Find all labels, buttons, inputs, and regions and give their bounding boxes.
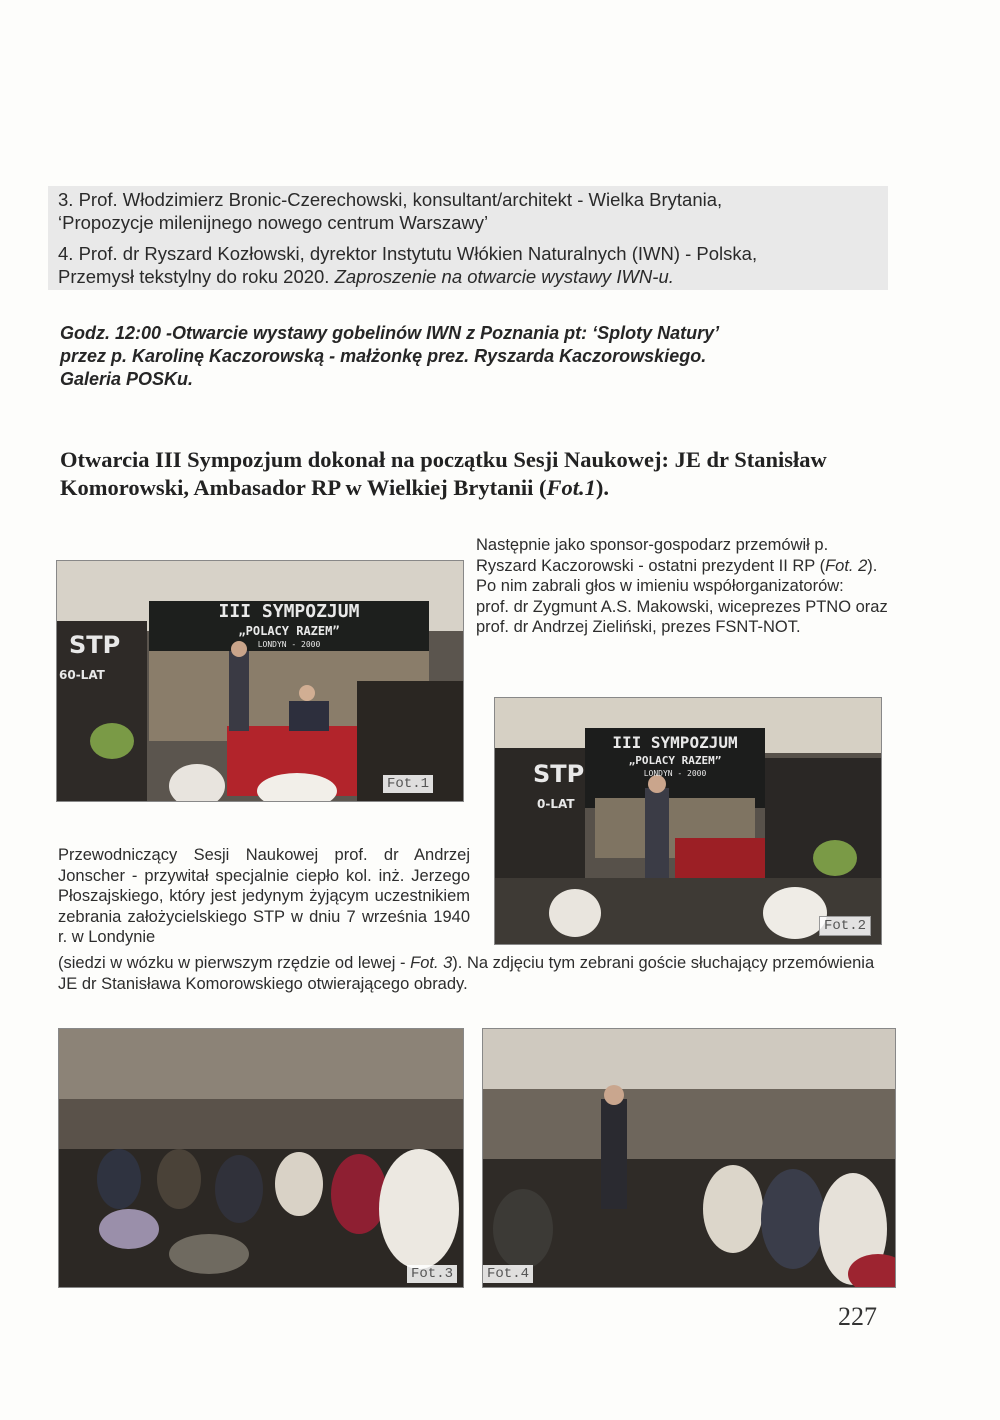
- sponsor-text-3: prof. dr Zygmunt A.S. Makowski, wiceprezes PTNO oraz prof. dr Andrzej Zieliński, prezes FSNT-NOT.: [476, 597, 888, 636]
- opening-line2: przez p. Karolinę Kaczorowską - małżonkę prez. Ryszarda Kaczorowskiego.: [60, 346, 707, 366]
- photo-fot4: [482, 1028, 896, 1288]
- agenda-item-4-line2: Przemysł tekstylny do roku 2020.: [58, 266, 335, 287]
- fot1-banner-line3: LONDYN - 2000: [257, 640, 321, 649]
- photo-fot2: [494, 697, 882, 945]
- exhibition-opening: [60, 322, 900, 391]
- photo-fot1: [56, 560, 464, 802]
- fot2-banner-line1: III SYMPOZJUM: [612, 733, 738, 752]
- photo-fot2-image: [495, 698, 881, 944]
- fot2-banner-line2: „POLACY RAZEM”: [628, 754, 722, 767]
- fot2-banner-line3: LONDYN - 2000: [643, 769, 707, 778]
- continuation-text-1: (siedzi w wózku w pierwszym rzędzie od lewej -: [58, 954, 411, 972]
- chair-paragraph: [58, 845, 470, 948]
- fot1-stp-logo: STP: [69, 631, 121, 659]
- sponsor-photo-ref: Fot. 2: [825, 556, 868, 575]
- agenda-item-4: [48, 240, 888, 290]
- agenda-item-3: [48, 186, 888, 236]
- chair-text: Przewodniczący Sesji Naukowej prof. dr Andrzej Jonscher - przywitał specjalnie ciepło kol. inż. Jerzego Płoszajskiego, który jest jedynym żyjącym uczestnikiem zebrania założycielskiego STP w dniu 7 września 1940 r. w Londynie: [58, 846, 470, 946]
- sponsor-paragraph: [476, 535, 888, 638]
- fot2-stp-logo: STP: [533, 760, 585, 788]
- continuation-paragraph: [58, 953, 890, 994]
- opening-line1: Godz. 12:00 -Otwarcie wystawy gobelinów IWN z Poznania pt: ‘Sploty Natury’: [60, 323, 720, 343]
- caption-fot3: Fot.3: [407, 1265, 457, 1283]
- agenda-item-4-line1: 4. Prof. dr Ryszard Kozłowski, dyrektor Instytutu Włókien Naturalnych (IWN) - Polska,: [58, 243, 758, 264]
- agenda-item-3-line2: ‘Propozycje milenijnego nowego centrum Warszawy’: [58, 212, 489, 233]
- sponsor-text-1: Następnie jako sponsor-gospodarz przemówił p. Ryszard Kaczorowski - ostatni prezydent II RP (: [476, 536, 829, 575]
- caption-fot4: Fot.4: [483, 1265, 533, 1283]
- opening-line3: Galeria POSKu.: [60, 369, 194, 389]
- photo-fot3-image: [59, 1029, 463, 1287]
- caption-fot2: Fot.2: [819, 916, 871, 936]
- continuation-text-2: ). Na zdjęciu tym zebrani goście słuchający przemówienia JE dr Stanisława Komorowskiego otwierającego obrady.: [58, 954, 875, 993]
- agenda-box: [48, 186, 888, 290]
- heading-photo-ref: Fot.1: [546, 475, 596, 500]
- section-heading: [60, 446, 920, 502]
- fot2-side-text: 0-LAT: [537, 797, 575, 811]
- heading-end: ).: [595, 475, 610, 500]
- caption-fot1: Fot.1: [383, 775, 433, 793]
- fot1-banner-line1: III SYMPOZJUM: [218, 601, 360, 622]
- sponsor-text-2: ). Po nim zabrali głos w imieniu współorganizatorów:: [476, 556, 878, 595]
- agenda-item-3-line1: 3. Prof. Włodzimierz Bronic-Czerechowski, konsultant/architekt - Wielka Brytania,: [58, 189, 723, 210]
- continuation-photo-ref: Fot. 3: [410, 954, 453, 972]
- fot1-side-text: 60-LAT: [59, 668, 105, 682]
- photo-fot3: [58, 1028, 464, 1288]
- agenda-item-4-invitation: Zaproszenie na otwarcie wystawy IWN-u.: [334, 266, 674, 287]
- photo-fot1-image: [57, 561, 463, 801]
- page-number: 227: [838, 1302, 877, 1331]
- heading-text: Otwarcia III Sympozjum dokonał na początku Sesji Naukowej: JE dr Stanisław Komorowski, Ambasador RP w Wielkiej Brytanii (: [60, 447, 827, 500]
- fot1-banner-line2: „POLACY RAZEM”: [238, 624, 340, 638]
- photo-fot4-image: [483, 1029, 895, 1287]
